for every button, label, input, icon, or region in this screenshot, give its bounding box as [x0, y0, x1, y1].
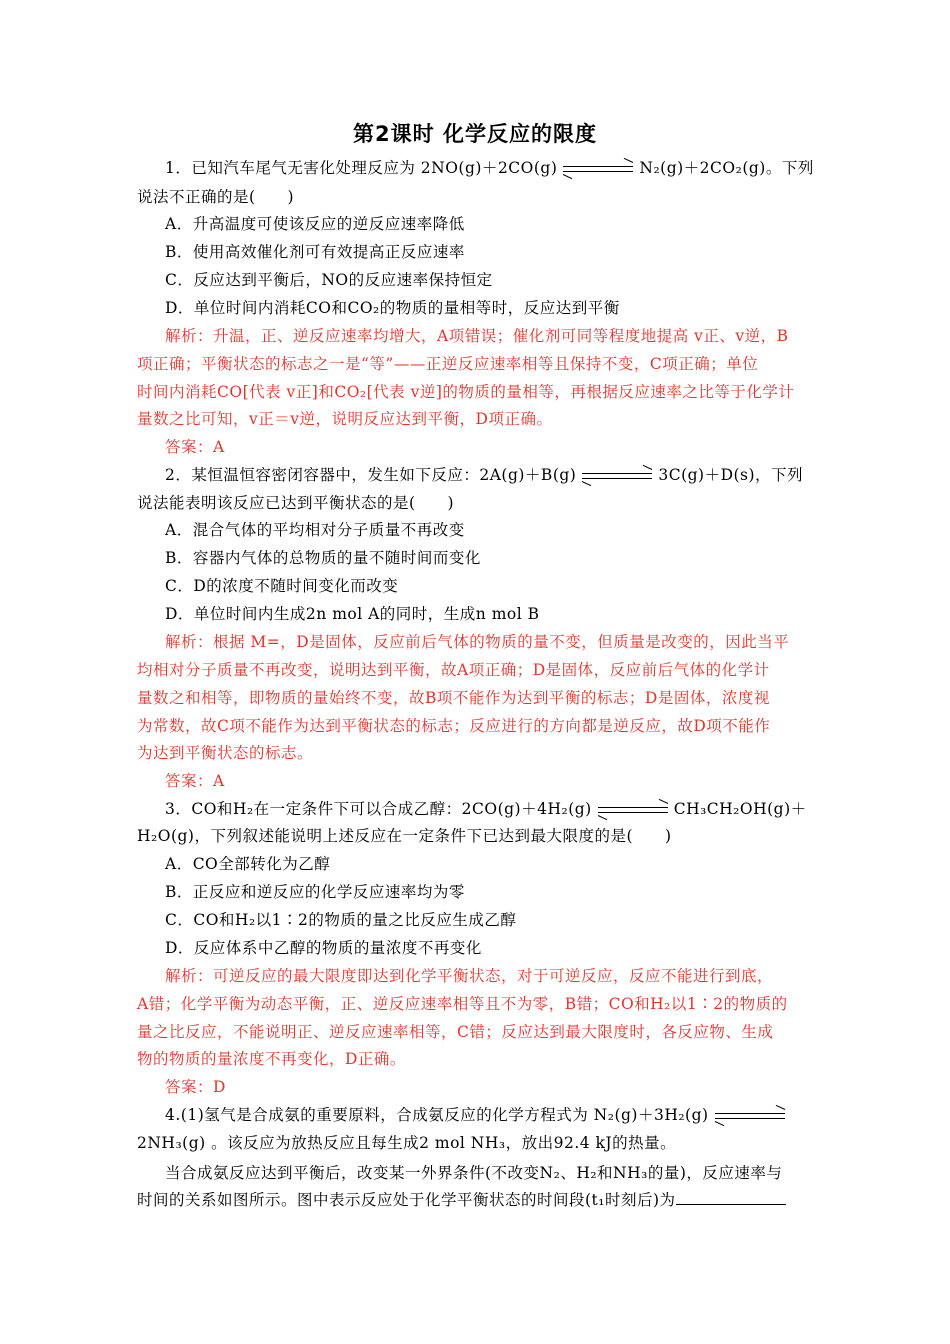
answer-blank[interactable] — [676, 1190, 786, 1205]
q3-analysis-2: A错；化学平衡为动态平衡，正、逆反应速率相等且不为零，B错；CO和H₂以1∶2的物质的 — [137, 995, 788, 1013]
q1-analysis-2: 项正确；平衡状态的标志之一是“等”——正逆反应速率相等且保持不变，C项正确；单位 — [137, 355, 759, 373]
q4-stem-line1 — [165, 1105, 817, 1125]
q2-stem-line1 — [165, 465, 817, 485]
q2-analysis-5: 为达到平衡状态的标志。 — [137, 744, 314, 762]
q3-stem-b: CH₃CH₂OH(g)＋ — [673, 800, 807, 818]
q3-stem-c: H₂O(g)，下列叙述能说明上述反应在一定条件下已达到最大限度的是( ) — [137, 827, 672, 845]
q2-analysis-2: 均相对分子质量不再改变，说明达到平衡，故A项正确；D是固体，反应前后气体的化学计 — [137, 661, 770, 679]
q1-analysis-3: 时间内消耗CO[代表 v正]和CO₂[代表 v逆]的物质的量相等，再根据反应速率之比等于化学计 — [137, 383, 795, 401]
q3-analysis-4: 物的物质的量浓度不再变化，D正确。 — [137, 1050, 406, 1068]
q2-analysis-3: 量数之和相等，即物质的量始终不变，故B项不能作为达到平衡的标志；D是固体，浓度视 — [137, 689, 770, 707]
q3-option-a: A．CO全部转化为乙醇 — [165, 855, 331, 873]
q1-stem-line1 — [165, 158, 817, 178]
q1-analysis-1: 解析：升温，正、逆反应速率均增大，A项错误；催化剂可同等程度地提高 v正、v逆，B — [165, 327, 789, 345]
q1-stem-c: 说法不正确的是( ) — [137, 188, 295, 206]
q2-answer: 答案：A — [165, 772, 225, 790]
equilibrium-arrow-icon — [598, 805, 668, 815]
equilibrium-arrow-icon — [563, 164, 633, 174]
q4-para-b-line — [137, 1190, 817, 1210]
q4-para-a: 当合成氨反应达到平衡后，改变某一外界条件(不改变N₂、H₂和NH₃的量)，反应速率与 — [165, 1164, 783, 1182]
q2-option-c: C．D的浓度不随时间变化而改变 — [165, 577, 399, 595]
page-title: 第2课时 化学反应的限度 — [353, 122, 597, 146]
q4-stem-b: 2NH₃(g) 。该反应为放热反应且每生成2 mol NH₃，放出92.4 kJ的热量。 — [137, 1134, 677, 1152]
q1-option-d: D．单位时间内消耗CO和CO₂的物质的量相等时，反应达到平衡 — [165, 299, 620, 317]
q2-option-b: B．容器内气体的总物质的量不随时间而变化 — [165, 549, 481, 567]
q1-option-a: A．升高温度可使该反应的逆反应速率降低 — [165, 215, 465, 233]
q3-analysis-1: 解析：可逆反应的最大限度即达到化学平衡状态，对于可逆反应，反应不能进行到底， — [165, 967, 774, 985]
q3-option-c: C．CO和H₂以1∶2的物质的量之比反应生成乙醇 — [165, 911, 517, 929]
q2-option-d: D．单位时间内生成2n mol A的同时，生成n mol B — [165, 605, 540, 623]
equilibrium-arrow-icon — [715, 1111, 785, 1121]
q1-answer: 答案：A — [165, 438, 225, 456]
q2-stem-c: 说法能表明该反应已达到平衡状态的是( ) — [137, 494, 455, 512]
q3-option-b: B．正反应和逆反应的化学反应速率均为零 — [165, 883, 465, 901]
q2-stem-b: 3C(g)＋D(s)，下列 — [658, 466, 804, 484]
q3-analysis-3: 量之比反应，不能说明正、逆反应速率相等，C错；反应达到最大限度时，各反应物、生成 — [137, 1023, 774, 1041]
q2-analysis-4: 为常数，故C项不能作为达到平衡状态的标志；反应进行的方向都是逆反应，故D项不能作 — [137, 717, 771, 735]
q3-option-d: D．反应体系中乙醇的物质的量浓度不再变化 — [165, 939, 482, 957]
q3-stem-a: 3．CO和H₂在一定条件下可以合成乙醇：2CO(g)＋4H₂(g) — [165, 800, 592, 818]
q1-analysis-4: 量数之比可知，v正＝v逆，说明反应达到平衡，D项正确。 — [137, 410, 553, 428]
q1-option-c: C．反应达到平衡后，NO的反应速率保持恒定 — [165, 271, 493, 289]
q3-stem-line1 — [165, 799, 817, 819]
q3-answer: 答案：D — [165, 1078, 226, 1096]
q4-stem-a: 4.(1)氢气是合成氨的重要原料，合成氨反应的化学方程式为 N₂(g)＋3H₂(g) — [165, 1106, 709, 1124]
q2-analysis-1: 解析：根据 M=，D是固体，反应前后气体的物质的量不变，但质量是改变的，因此当平 — [165, 633, 790, 651]
q1-stem-a: 1．已知汽车尾气无害化处理反应为 2NO(g)＋2CO(g) — [165, 159, 558, 177]
q1-option-b: B．使用高效催化剂可有效提高正反应速率 — [165, 243, 465, 261]
q2-stem-a: 2．某恒温恒容密闭容器中，发生如下反应：2A(g)＋B(g) — [165, 466, 577, 484]
q2-option-a: A．混合气体的平均相对分子质量不再改变 — [165, 521, 465, 539]
q1-stem-b: N₂(g)＋2CO₂(g)。下列 — [639, 159, 814, 177]
equilibrium-arrow-icon — [582, 471, 652, 481]
q4-para-b: 时间的关系如图所示。图中表示反应处于化学平衡状态的时间段(t₁时刻后)为 — [137, 1191, 676, 1209]
